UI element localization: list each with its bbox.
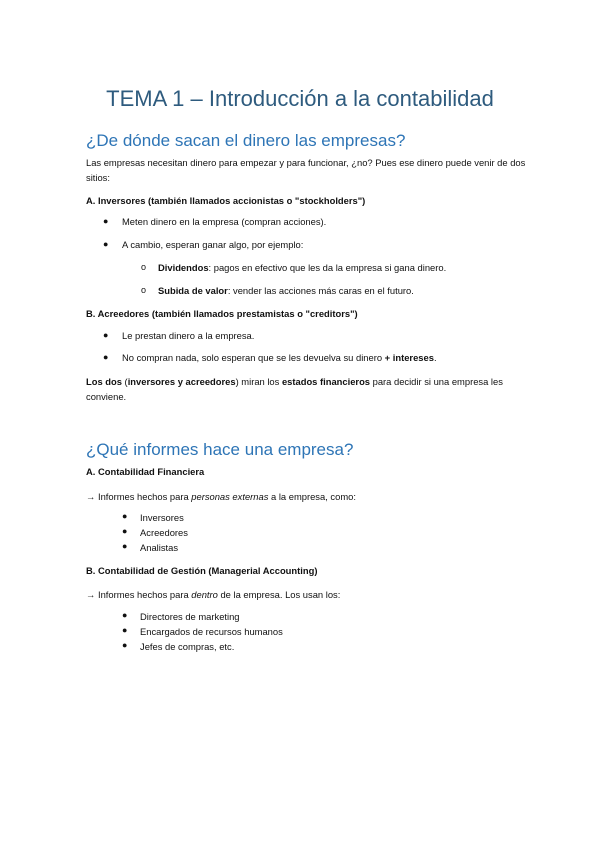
circle-bullet-icon: o	[141, 285, 147, 295]
term-text: : pagos en efectivo que les da la empresa si gana dinero.	[208, 262, 447, 273]
circle-bullet-icon: o	[141, 262, 147, 272]
list-item: Jefes de compras, etc.	[140, 641, 235, 652]
summary-text: (	[121, 376, 128, 387]
section2-a-heading: A. Contabilidad Financiera	[86, 466, 205, 477]
bullet-icon: ●	[122, 541, 128, 551]
term-bold: Subida de valor	[158, 285, 228, 296]
bullet-icon: ●	[103, 239, 109, 249]
bullet-icon: ●	[103, 330, 109, 340]
section1-intro: Las empresas necesitan dinero para empezar y para funcionar, ¿no? Pues ese dinero puede venir de dos sitios:	[86, 157, 526, 183]
term-bold: Dividendos	[158, 262, 209, 273]
section1-a-heading: A. Inversores (también llamados accionistas o "stockholders")	[86, 195, 366, 206]
list-item: Le prestan dinero a la empresa.	[122, 330, 255, 341]
item-bold: + intereses	[384, 352, 434, 363]
line-text: → Informes hechos para	[86, 589, 192, 600]
list-item: A cambio, esperan ganar algo, por ejemplo:	[122, 239, 304, 250]
summary-bold: Los dos	[86, 376, 122, 387]
list-item: Acreedores	[140, 527, 188, 538]
section2-b-line	[86, 587, 526, 602]
section2-b-heading: B. Contabilidad de Gestión (Managerial Accounting)	[86, 565, 318, 576]
list-item	[158, 261, 446, 274]
line-text-end: a la empresa, como:	[268, 491, 356, 502]
list-item: Directores de marketing	[140, 611, 240, 622]
section1-b-heading: B. Acreedores (también llamados prestamistas o "creditors")	[86, 308, 358, 319]
summary-text: ) miran los	[235, 376, 282, 387]
bullet-icon: ●	[122, 640, 128, 650]
list-item: Analistas	[140, 542, 179, 553]
item-text-end: .	[433, 352, 437, 363]
bullet-icon: ●	[122, 526, 128, 536]
line-italic: dentro	[191, 589, 218, 600]
line-text-end: de la empresa. Los usan los:	[217, 589, 341, 600]
summary-bold: inversores y acreedores	[127, 376, 236, 387]
line-italic: personas externas	[191, 491, 269, 502]
summary-text: para decidir si una empresa les conviene.	[86, 376, 503, 402]
list-item	[158, 284, 414, 297]
term-text: : vender las acciones más caras en el futuro.	[227, 285, 414, 296]
bullet-icon: ●	[122, 511, 128, 521]
section1-heading: ¿De dónde sacan el dinero las empresas?	[86, 131, 406, 150]
page-title: TEMA 1 – Introducción a la contabilidad	[106, 86, 494, 111]
section1-summary	[86, 374, 526, 404]
item-text: No compran nada, solo esperan que se les devuelva su dinero	[122, 352, 385, 363]
list-item: Encargados de recursos humanos	[140, 626, 283, 637]
section2-a-line	[86, 489, 526, 504]
section2-heading: ¿Qué informes hace una empresa?	[86, 440, 354, 459]
bullet-icon: ●	[103, 352, 109, 362]
list-item: Meten dinero en la empresa (compran acciones).	[122, 216, 327, 227]
list-item: Inversores	[140, 512, 184, 523]
list-item	[122, 351, 437, 364]
line-text: → Informes hechos para	[86, 491, 192, 502]
bullet-icon: ●	[122, 610, 128, 620]
summary-bold: estados financieros	[281, 376, 371, 387]
bullet-icon: ●	[122, 625, 128, 635]
bullet-icon: ●	[103, 216, 109, 226]
